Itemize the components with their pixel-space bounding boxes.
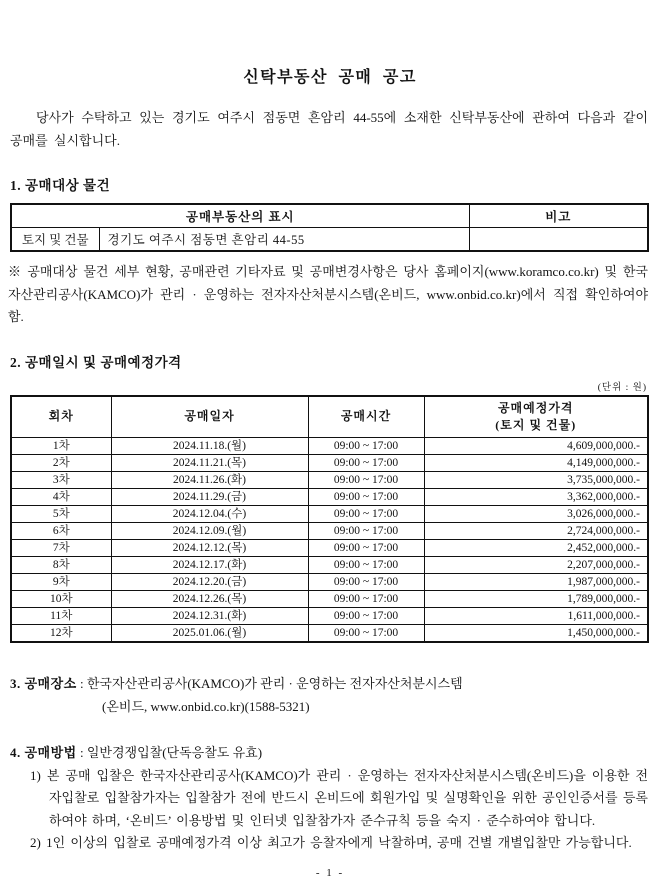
property-table xyxy=(10,203,649,252)
round-cell: 5차 xyxy=(11,506,111,523)
round-cell: 4차 xyxy=(11,489,111,506)
round-cell: 11차 xyxy=(11,608,111,625)
date-cell: 2024.12.12.(목) xyxy=(111,540,308,557)
time-cell: 09:00 ~ 17:00 xyxy=(308,489,424,506)
section4-heading-line xyxy=(10,742,648,765)
schedule-row xyxy=(11,557,648,574)
property-table-header-row xyxy=(11,204,648,227)
section4 xyxy=(10,742,648,855)
section3-location: 한국자산관리공사(KAMCO)가 관리 · 운영하는 전자자산처분시스템 xyxy=(86,676,463,691)
date-cell: 2024.12.09.(월) xyxy=(111,523,308,540)
time-cell: 09:00 ~ 17:00 xyxy=(308,506,424,523)
price-cell: 3,362,000,000.- xyxy=(424,489,648,506)
schedule-row xyxy=(11,591,648,608)
date-cell: 2024.11.26.(화) xyxy=(111,472,308,489)
section3 xyxy=(10,673,648,718)
price-cell: 4,609,000,000.- xyxy=(424,438,648,455)
time-cell: 09:00 ~ 17:00 xyxy=(308,591,424,608)
schedule-row xyxy=(11,625,648,643)
time-cell: 09:00 ~ 17:00 xyxy=(308,438,424,455)
price-cell: 2,452,000,000.- xyxy=(424,540,648,557)
section3-heading: 3. 공매장소 xyxy=(10,676,77,691)
schedule-table-header-row xyxy=(11,396,648,438)
section3-separator: : xyxy=(76,676,87,691)
section4-heading: 4. 공매방법 xyxy=(10,745,77,760)
price-cell: 3,735,000,000.- xyxy=(424,472,648,489)
date-cell: 2024.11.29.(금) xyxy=(111,489,308,506)
section2-heading: 2. 공매일시 및 공매예정가격 xyxy=(10,354,182,370)
round-cell: 2차 xyxy=(11,455,111,472)
price-cell: 3,026,000,000.- xyxy=(424,506,648,523)
property-type-cell: 토지 및 건물 xyxy=(11,227,99,251)
date-cell: 2024.11.21.(목) xyxy=(111,455,308,472)
section3-line1 xyxy=(10,673,648,696)
round-cell: 6차 xyxy=(11,523,111,540)
date-cell: 2024.12.04.(수) xyxy=(111,506,308,523)
time-cell: 09:00 ~ 17:00 xyxy=(308,455,424,472)
reference-notice: ※ 공매대상 물건 세부 현황, 공매관련 기타자료 및 공매변경사항은 당사 홈페이지(www.koramco.co.kr) 및 한국자산관리공사(KAMCO)가 관리 · 운영하는 전자자산처분시스템(온비드, www.onbid.co.kr)에서 직접 확인하여야 함. xyxy=(8,264,648,324)
date-cell: 2024.11.18.(월) xyxy=(111,438,308,455)
schedule-row xyxy=(11,489,648,506)
time-cell: 09:00 ~ 17:00 xyxy=(308,472,424,489)
round-cell: 7차 xyxy=(11,540,111,557)
item1-text: 본 공매 입찰은 한국자산관리공사(KAMCO)가 관리 · 운영하는 전자자산처분시스템(온비드)을 이용한 전자입찰로 입찰참가자는 입찰참가 전에 반드시 온비드에 회원가입 및 실명확인을 위한 공인인증서를 등록하여야 하며, ‘온비드’ 이용방법 및 인터넷 입찰참가자 준수규칙 등을 숙지 · 준수하여야 합니다. xyxy=(46,767,649,828)
date-header: 공매일자 xyxy=(111,396,308,438)
price-cell: 2,207,000,000.- xyxy=(424,557,648,574)
schedule-row xyxy=(11,506,648,523)
schedule-row xyxy=(11,574,648,591)
price-cell: 2,724,000,000.- xyxy=(424,523,648,540)
schedule-row xyxy=(11,608,648,625)
item1-marker: 1) xyxy=(30,767,41,783)
round-cell: 1차 xyxy=(11,438,111,455)
section1-heading: 1. 공매대상 물건 xyxy=(10,178,111,193)
section4-separator: : xyxy=(76,745,87,760)
date-cell: 2024.12.20.(금) xyxy=(111,574,308,591)
round-cell: 3차 xyxy=(11,472,111,489)
property-display-header: 공매부동산의 표시 xyxy=(11,204,469,227)
schedule-row xyxy=(11,540,648,557)
price-header xyxy=(424,396,648,438)
date-cell: 2024.12.26.(목) xyxy=(111,591,308,608)
section4-item-1 xyxy=(30,765,648,833)
price-cell: 1,987,000,000.- xyxy=(424,574,648,591)
section4-item-2 xyxy=(30,832,648,855)
round-cell: 12차 xyxy=(11,625,111,643)
item2-marker: 2) xyxy=(30,835,41,850)
schedule-row xyxy=(11,438,648,455)
time-header: 공매시간 xyxy=(308,396,424,438)
property-note-header: 비고 xyxy=(469,204,648,227)
time-cell: 09:00 ~ 17:00 xyxy=(308,608,424,625)
page-number: - 1 - xyxy=(315,867,345,879)
round-cell: 9차 xyxy=(11,574,111,591)
time-cell: 09:00 ~ 17:00 xyxy=(308,557,424,574)
date-cell: 2025.01.06.(월) xyxy=(111,625,308,643)
property-address-cell: 경기도 여주시 점동면 흔암리 44-55 xyxy=(99,227,469,251)
intro-paragraph: 당사가 수탁하고 있는 경기도 여주시 점동면 흔암리 44-55에 소재한 신탁부동산에 관하여 다음과 같이 공매를 실시합니다. xyxy=(10,110,648,148)
time-cell: 09:00 ~ 17:00 xyxy=(308,625,424,643)
time-cell: 09:00 ~ 17:00 xyxy=(308,574,424,591)
section3-line2: (온비드, www.onbid.co.kr)(1588-5321) xyxy=(102,698,310,714)
property-note-cell xyxy=(469,227,648,251)
schedule-table xyxy=(10,395,649,644)
unit-label: (단위 : 원) xyxy=(597,382,647,393)
schedule-row xyxy=(11,455,648,472)
document-title: 신탁부동산 공매 공고 xyxy=(243,69,417,86)
date-cell: 2024.12.31.(화) xyxy=(111,608,308,625)
price-header-line1: 공매예정가격 xyxy=(497,400,574,415)
section4-method: 일반경쟁입찰(단독응찰도 유효) xyxy=(86,745,263,760)
round-cell: 10차 xyxy=(11,591,111,608)
schedule-row xyxy=(11,523,648,540)
price-cell: 1,611,000,000.- xyxy=(424,608,648,625)
item2-text: 1인 이상의 입찰로 공매예정가격 이상 최고가 응찰자에게 낙찰하며, 공매 건별 개별입찰만 가능합니다. xyxy=(46,835,632,850)
time-cell: 09:00 ~ 17:00 xyxy=(308,523,424,540)
price-cell: 4,149,000,000.- xyxy=(424,455,648,472)
property-row xyxy=(11,227,648,251)
date-cell: 2024.12.17.(화) xyxy=(111,557,308,574)
round-cell: 8차 xyxy=(11,557,111,574)
schedule-row xyxy=(11,472,648,489)
price-cell: 1,789,000,000.- xyxy=(424,591,648,608)
price-cell: 1,450,000,000.- xyxy=(424,625,648,643)
price-header-line2: (토지 및 건물) xyxy=(495,417,577,432)
round-header: 회차 xyxy=(11,396,111,438)
time-cell: 09:00 ~ 17:00 xyxy=(308,540,424,557)
